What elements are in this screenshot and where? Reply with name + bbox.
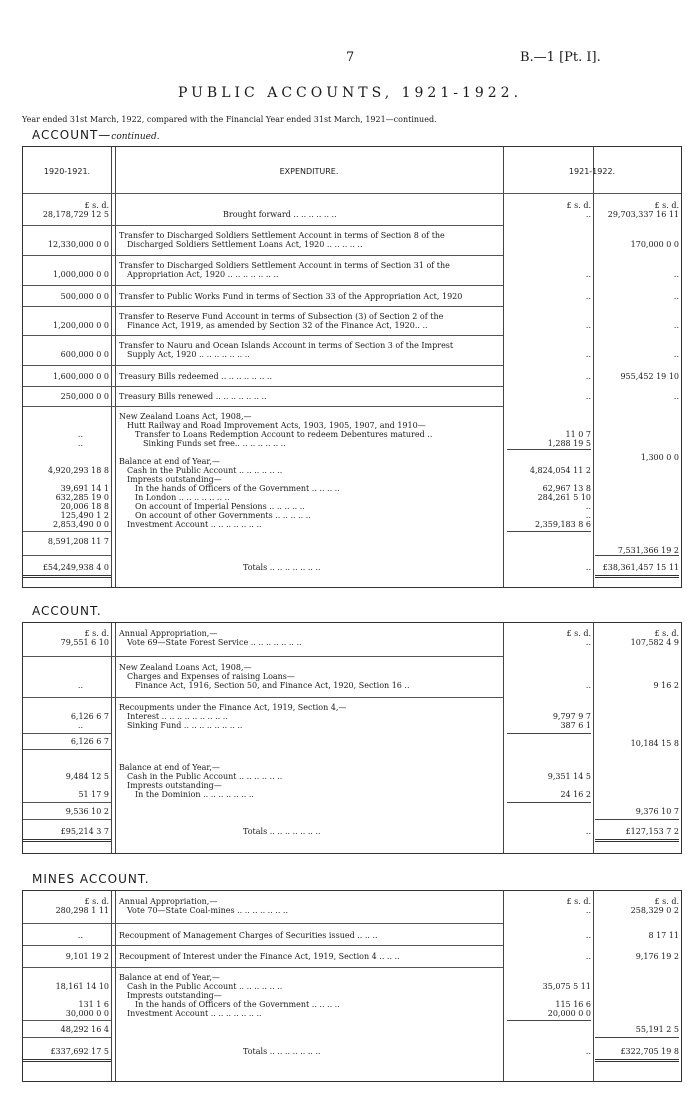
- row-description: Recoupment of Interest under the Finance Act, 1919, Section 4 .. .. ..: [119, 952, 400, 961]
- section-1-heading: ACCOUNT—continued.: [32, 128, 160, 142]
- row-description: Vote 70—State Coal-mines .. .. .. .. .. .. ..: [127, 906, 288, 915]
- prev-amount: ..: [77, 931, 83, 940]
- row-description: Brought forward .. .. .. .. .. ..: [223, 210, 337, 219]
- curr-amount: 955,452 19 10: [620, 372, 679, 381]
- prev-amount: ..: [77, 721, 83, 730]
- curr-amount: 170,000 0 0: [630, 240, 679, 249]
- row-description: Imprests outstanding—: [127, 991, 222, 1000]
- currency-label: £ s. d.: [84, 201, 109, 210]
- row-description: In the hands of Officers of the Government .. .. .. ..: [135, 1000, 340, 1009]
- prev-total: £337,692 17 5: [50, 1047, 109, 1056]
- row-description: Transfer to Nauru and Ocean Islands Account in terms of Section 3 of the Imprest: [119, 341, 454, 350]
- curr-amount: 9,376 10 7: [635, 807, 679, 816]
- col-header-curr: 1921-1922.: [568, 167, 616, 176]
- row-description: Investment Account .. .. .. .. .. .. ..: [127, 1009, 262, 1018]
- row-description: Cash in the Public Account .. .. .. .. .. ..: [127, 772, 283, 781]
- prev-amount: 4,920,293 18 8: [47, 466, 109, 475]
- row-description: Investment Account .. .. .. .. .. .. ..: [127, 520, 262, 529]
- currency-label: £ s. d.: [84, 897, 109, 906]
- curr-amount: 8 17 11: [648, 931, 679, 940]
- curr-amount: ..: [673, 270, 679, 279]
- row-description: Supply Act, 1920 .. .. .. .. .. .. ..: [127, 350, 250, 359]
- curr-amount: 7,531,366 19 2: [617, 546, 679, 555]
- mid-amount: ..: [585, 638, 591, 647]
- row-description: Hutt Railway and Road Improvement Acts, 1903, 1905, 1907, and 1910—: [127, 421, 426, 430]
- prev-amount: 39,691 14 1: [60, 484, 109, 493]
- mid-amount: ..: [585, 210, 591, 219]
- curr-amount: ..: [673, 350, 679, 359]
- row-description: Annual Appropriation,—: [119, 629, 218, 638]
- prev-subtotal: 9,536 10 2: [65, 807, 109, 816]
- prev-amount: 600,000 0 0: [60, 350, 109, 359]
- prev-amount: ..: [77, 439, 83, 448]
- document-reference: B.—1 [Pt. I].: [520, 50, 601, 65]
- mid-amount: ..: [585, 1047, 591, 1056]
- totals-label: Totals .. .. .. .. .. .. ..: [243, 1047, 321, 1056]
- section-1-table: [22, 146, 682, 588]
- currency-label: £ s. d.: [84, 629, 109, 638]
- prev-amount: 30,000 0 0: [65, 1009, 109, 1018]
- curr-amount: 107,582 4 9: [630, 638, 679, 647]
- row-description: Sinking Fund .. .. .. .. .. .. .. ..: [127, 721, 243, 730]
- prev-amount: 6,126 6 7: [70, 712, 109, 721]
- mid-amount: ..: [585, 321, 591, 330]
- row-description: Interest .. .. .. .. .. .. .. .. ..: [127, 712, 228, 721]
- row-description: Transfer to Loans Redemption Account to redeem Debentures matured ..: [135, 430, 433, 439]
- prev-amount: 131 1 6: [78, 1000, 109, 1009]
- prev-amount: 250,000 0 0: [60, 392, 109, 401]
- curr-total: £322,705 19 8: [620, 1047, 679, 1056]
- prev-amount: 12,330,000 0 0: [47, 240, 109, 249]
- prev-amount: 1,000,000 0 0: [53, 270, 109, 279]
- prev-amount: 28,178,729 12 5: [42, 210, 109, 219]
- mid-amount: ..: [585, 270, 591, 279]
- mid-amount: ..: [585, 931, 591, 940]
- prev-amount: 9,484 12 5: [65, 772, 109, 781]
- row-description: New Zealand Loans Act, 1908,—: [119, 412, 252, 421]
- curr-amount: 9 16 2: [653, 681, 679, 690]
- row-description: Transfer to Reserve Fund Account in terms of Subsection (3) of Section 2 of the: [119, 312, 444, 321]
- mid-amount: ..: [585, 372, 591, 381]
- row-description: Sinking Funds set free.. .. .. .. .. .. ..: [143, 439, 286, 448]
- mid-amount: 62,967 13 8: [542, 484, 591, 493]
- row-description: Appropriation Act, 1920 .. .. .. .. .. .. ..: [127, 270, 279, 279]
- currency-label: £ s. d.: [654, 201, 679, 210]
- row-description: On account of Imperial Pensions .. .. .. .. ..: [135, 502, 305, 511]
- row-description: Recoupment of Management Charges of Securities issued .. .. ..: [119, 931, 378, 940]
- row-description: Imprests outstanding—: [127, 781, 222, 790]
- page-number: 7: [346, 50, 355, 65]
- prev-amount: 632,285 19 0: [55, 493, 109, 502]
- mid-amount: ..: [585, 292, 591, 301]
- prev-total: £54,249,938 4 0: [42, 563, 109, 572]
- section-3-heading: MINES ACCOUNT.: [32, 872, 150, 886]
- currency-label: £ s. d.: [566, 897, 591, 906]
- row-description: Charges and Expenses of raising Loans—: [127, 672, 295, 681]
- prev-subtotal: 8,591,208 11 7: [47, 537, 109, 546]
- row-description: Imprests outstanding—: [127, 475, 222, 484]
- row-description: In London .. .. .. .. .. .. ..: [135, 493, 230, 502]
- page-subtitle: Year ended 31st March, 1922, compared with the Financial Year ended 31st March, 1921—continued.: [22, 115, 437, 124]
- row-description: Cash in the Public Account .. .. .. .. .. ..: [127, 466, 283, 475]
- mid-amount: ..: [585, 511, 591, 520]
- prev-amount: 125,490 1 2: [60, 511, 109, 520]
- mid-amount: ..: [585, 350, 591, 359]
- mid-amount: ..: [585, 563, 591, 572]
- prev-amount: 9,101 19 2: [65, 952, 109, 961]
- row-description: In the hands of Officers of the Government .. .. .. ..: [135, 484, 340, 493]
- row-description: In the Dominion .. .. .. .. .. .. ..: [135, 790, 254, 799]
- prev-amount: 1,600,000 0 0: [53, 372, 109, 381]
- prev-amount: 2,853,490 0 0: [53, 520, 109, 529]
- row-description: Balance at end of Year,—: [119, 973, 220, 982]
- curr-amount: 10,184 15 8: [630, 739, 679, 748]
- mid-amount: ..: [585, 906, 591, 915]
- mid-amount: 9,797 9 7: [552, 712, 591, 721]
- mid-amount: 284,261 5 10: [537, 493, 591, 502]
- row-description: Recoupments under the Finance Act, 1919, Section 4,—: [119, 703, 347, 712]
- currency-label: £ s. d.: [566, 201, 591, 210]
- totals-label: Totals .. .. .. .. .. .. ..: [243, 563, 321, 572]
- row-description: Transfer to Discharged Soldiers Settlement Account in terms of Section 31 of the: [119, 261, 450, 270]
- row-description: Balance at end of Year,—: [119, 763, 220, 772]
- mid-amount: 11 0 7: [565, 430, 591, 439]
- mid-amount: 24 16 2: [560, 790, 591, 799]
- curr-amount: ..: [673, 321, 679, 330]
- curr-amount: ..: [673, 392, 679, 401]
- curr-total: £38,361,457 15 11: [602, 563, 679, 572]
- currency-label: £ s. d.: [566, 629, 591, 638]
- prev-amount: 20,006 18 8: [60, 502, 109, 511]
- mid-amount: 115 16 6: [555, 1000, 591, 1009]
- row-description: Treasury Bills redeemed .. .. .. .. .. .. ..: [119, 372, 273, 381]
- prev-amount: 18,161 14 10: [55, 982, 109, 991]
- row-description: Treasury Bills renewed .. .. .. .. .. .. ..: [119, 392, 267, 401]
- row-description: On account of other Governments .. .. .. .. ..: [135, 511, 311, 520]
- mid-amount: 1,288 19 5: [547, 439, 591, 448]
- prev-amount: ..: [77, 681, 83, 690]
- page-title: PUBLIC ACCOUNTS, 1921-1922.: [177, 85, 523, 101]
- row-description: Transfer to Discharged Soldiers Settlement Account in terms of Section 8 of the: [119, 231, 445, 240]
- mid-amount: ..: [585, 681, 591, 690]
- mid-amount: ..: [585, 502, 591, 511]
- row-description: Finance Act, 1916, Section 50, and Finance Act, 1920, Section 16 ..: [135, 681, 410, 690]
- row-description: New Zealand Loans Act, 1908,—: [119, 663, 252, 672]
- currency-label: £ s. d.: [654, 897, 679, 906]
- mid-amount: ..: [585, 392, 591, 401]
- mid-amount: ..: [585, 952, 591, 961]
- prev-amount: ..: [77, 430, 83, 439]
- section-3-table: [22, 890, 682, 1082]
- curr-total: £127,153 7 2: [625, 827, 679, 836]
- prev-amount: 79,551 6 10: [60, 638, 109, 647]
- curr-amount: ..: [673, 292, 679, 301]
- curr-amount: 1,300 0 0: [640, 453, 679, 462]
- prev-amount: 280,298 1 11: [55, 906, 109, 915]
- prev-amount: 51 17 9: [78, 790, 109, 799]
- mid-amount: 387 6 1: [560, 721, 591, 730]
- curr-amount: 9,176 19 2: [635, 952, 679, 961]
- mid-amount: 4,824,054 11 2: [529, 466, 591, 475]
- mid-amount: 20,000 0 0: [547, 1009, 591, 1018]
- col-header-expenditure: EXPENDITURE.: [279, 167, 339, 176]
- row-description: Balance at end of Year,—: [119, 457, 220, 466]
- curr-amount: 29,703,337 16 11: [607, 210, 679, 219]
- mid-amount: ..: [585, 827, 591, 836]
- row-description: Discharged Soldiers Settlement Loans Act, 1920 .. .. .. .. ..: [127, 240, 363, 249]
- row-description: Cash in the Public Account .. .. .. .. .. ..: [127, 982, 283, 991]
- row-description: Transfer to Public Works Fund in terms of Section 33 of the Appropriation Act, 1920: [119, 292, 463, 301]
- totals-label: Totals .. .. .. .. .. .. ..: [243, 827, 321, 836]
- mid-amount: 2,359,183 8 6: [535, 520, 591, 529]
- row-description: Annual Appropriation,—: [119, 897, 218, 906]
- row-description: Finance Act, 1919, as amended by Section 32 of the Finance Act, 1920.. ..: [127, 321, 428, 330]
- section-2-heading: ACCOUNT.: [32, 604, 102, 618]
- row-description: Vote 69—State Forest Service .. .. .. .. .. .. ..: [127, 638, 302, 647]
- curr-amount: 55,191 2 5: [635, 1025, 679, 1034]
- currency-label: £ s. d.: [654, 629, 679, 638]
- prev-subtotal: 6,126 6 7: [70, 737, 109, 746]
- mid-amount: 9,351 14 5: [547, 772, 591, 781]
- col-header-prev: 1920-1921.: [43, 167, 91, 176]
- prev-amount: 1,200,000 0 0: [53, 321, 109, 330]
- prev-amount: 500,000 0 0: [60, 292, 109, 301]
- prev-subtotal: 48,292 16 4: [60, 1025, 109, 1034]
- prev-total: £95,214 3 7: [60, 827, 109, 836]
- curr-amount: 258,329 0 2: [630, 906, 679, 915]
- mid-amount: 35,075 5 11: [542, 982, 591, 991]
- section-2-table: [22, 622, 682, 854]
